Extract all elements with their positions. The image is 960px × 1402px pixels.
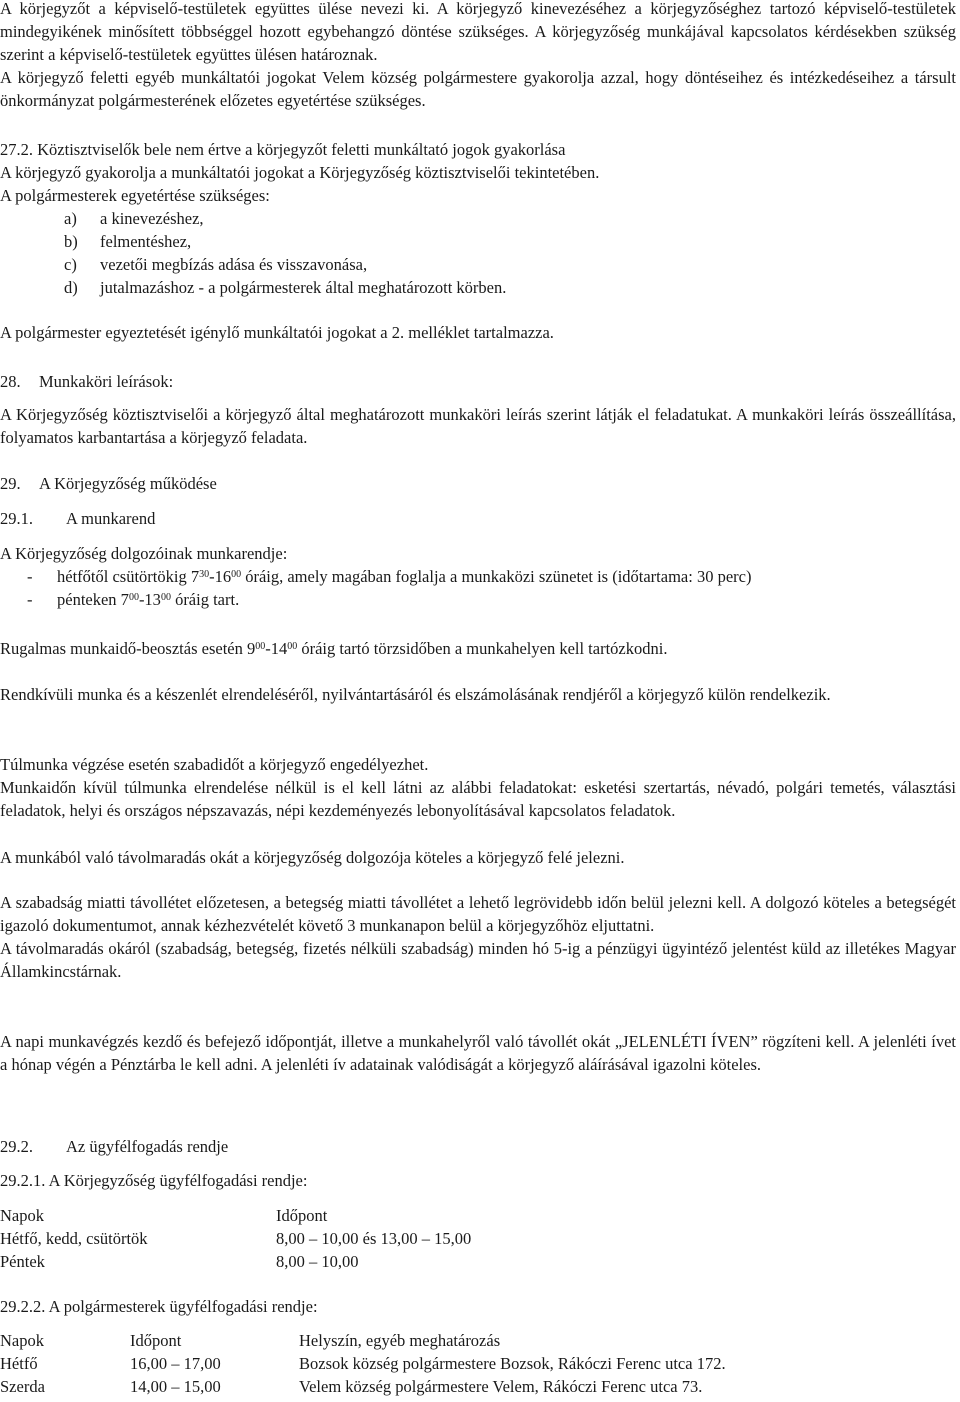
column-header: Napok bbox=[0, 1206, 44, 1225]
top-section bbox=[0, 0, 956, 112]
paragraph: A polgármester egyeztetését igénylő munkáltatói jogokat a 2. melléklet tartalmazza. bbox=[0, 323, 554, 342]
section-27-2 bbox=[0, 138, 956, 299]
paragraph-appointment: A körjegyzőt a képviselő-testületek együttes ülése nevezi ki. A körjegyző kinevezéséhez a körjegyzőséghez tartozó képviselő-testületek mindegyikének minősített többséggel hozott egybehangzó döntése szükséges. A körjegyzőség munkájával kapcsolatos kérdésekben szükség szerint a képviselő-testületek együttes ülésen határoznak. bbox=[0, 0, 956, 64]
table-cell: Péntek bbox=[0, 1252, 45, 1271]
paragraph-annex-reference bbox=[0, 321, 956, 344]
table-cell: Bozsok község polgármestere Bozsok, Rákóczi Ferenc utca 172. bbox=[299, 1354, 726, 1373]
table-cell: 8,00 – 10,00 bbox=[276, 1252, 359, 1271]
subsection-heading bbox=[0, 507, 956, 530]
paragraph-absence: A munkából való távolmaradás okát a körjegyzőség dolgozója köteles a körjegyző felé jelezni. bbox=[0, 848, 625, 867]
list-item: - hétfőtől csütörtökig $7^{30}-16^{00}$ óráig, amely magában foglalja a munkaközi szünetet is (időtartama: 30 perc) bbox=[27, 567, 752, 586]
subsection-title: A munkarend bbox=[66, 509, 156, 528]
work-schedule bbox=[0, 542, 956, 611]
table-header-row bbox=[0, 1204, 956, 1227]
column-header: Időpont bbox=[130, 1331, 182, 1350]
paragraph: A polgármesterek egyetértése szükséges: bbox=[0, 186, 270, 205]
mayor-hours-heading: 29.2.2. A polgármesterek ügyfélfogadási rendje: bbox=[0, 1297, 318, 1316]
section-28 bbox=[0, 370, 956, 393]
table-cell: 16,00 – 17,00 bbox=[130, 1354, 221, 1373]
subsection-heading bbox=[0, 1135, 956, 1158]
list-item bbox=[0, 253, 956, 276]
paragraph-extra-work: Rendkívüli munka és a készenlét elrendeléséről, nyilvántartásáról és elszámolásának rendjéről a körjegyző külön rendelkezik. bbox=[0, 685, 831, 704]
section-title: A Körjegyzőség működése bbox=[39, 474, 217, 493]
column-header: Időpont bbox=[276, 1206, 328, 1225]
table-cell: Szerda bbox=[0, 1377, 45, 1396]
list-item bbox=[0, 276, 956, 299]
paragraph: A Körjegyzőség dolgozóinak munkarendje: bbox=[0, 544, 288, 563]
list-item-text: felmentéshez, bbox=[100, 232, 192, 251]
list-marker: a) bbox=[64, 209, 77, 228]
list-item-text: jutalmazáshoz - a polgármesterek által meghatározott körben. bbox=[100, 278, 507, 297]
subsection-number: 29.2. bbox=[0, 1137, 33, 1156]
section-number: 29. bbox=[0, 474, 21, 493]
table-cell: Hétfő bbox=[0, 1354, 38, 1373]
subsection-title: Az ügyfélfogadás rendje bbox=[66, 1137, 229, 1156]
paragraph-overtime: Túlmunka végzése esetén szabadidőt a körjegyző engedélyezhet. Munkaidőn kívül túlmunka elrendelése nélkül is el kell látni az alábbi feladatokat: esketési szertartás, névadó, polgári temetés, választási feladatok, helyi és országos népszavazás, népi kezdeményezés lebonyolításával kapcsolatos feladatok. bbox=[0, 755, 956, 820]
section-heading bbox=[0, 370, 956, 393]
table-row bbox=[0, 1250, 956, 1273]
office-hours-table bbox=[0, 1204, 956, 1273]
table-header-row bbox=[0, 1329, 956, 1352]
list-item-text: a kinevezéshez, bbox=[100, 209, 204, 228]
consent-list bbox=[0, 207, 956, 299]
subsection-number: 29.1. bbox=[0, 509, 33, 528]
table-row bbox=[0, 1375, 956, 1398]
list-item bbox=[0, 207, 956, 230]
list-item: - pénteken $7^{00}-13^{00}$ óráig tart. bbox=[27, 590, 240, 609]
table-cell: 14,00 – 15,00 bbox=[130, 1377, 221, 1396]
office-hours-heading: 29.2.1. A Körjegyzőség ügyfélfogadási rendje: bbox=[0, 1171, 308, 1190]
list-item-text: vezetői megbízás adása és visszavonása, bbox=[100, 255, 368, 274]
section-title: Munkaköri leírások: bbox=[39, 372, 174, 391]
subsection-29-1 bbox=[0, 507, 956, 530]
section-29 bbox=[0, 472, 956, 495]
mayor-hours-table bbox=[0, 1329, 956, 1398]
list-marker: b) bbox=[64, 232, 78, 251]
section-heading: 27.2. Köztisztviselők bele nem értve a körjegyzőt feletti munkáltató jogok gyakorlása bbox=[0, 140, 566, 159]
table-cell: 8,00 – 10,00 és 13,00 – 15,00 bbox=[276, 1229, 472, 1248]
paragraph: A Körjegyzőség köztisztviselői a körjegyző által meghatározott munkaköri leírás szerint látják el feladatukat. A munkaköri leírás összeállítása, folyamatos karbantartása a körjegyző feladata. bbox=[0, 405, 956, 447]
column-header: Napok bbox=[0, 1331, 44, 1350]
paragraph-employer-rights: A körjegyző feletti egyéb munkáltatói jogokat Velem község polgármestere gyakorolja azzal, hogy döntéseihez és intézkedéseihez a társult önkormányzat polgármesterének előzetes egyetértése szükséges. bbox=[0, 68, 956, 110]
list-marker: d) bbox=[64, 278, 78, 297]
paragraph-leave: A szabadság miatti távollétet előzetesen, a betegség miatti távollétet a lehető legrövidebb időn belül jelezni kell. A dolgozó köteles a betegségét igazoló dokumentumot, annak kézhezvételét követő 3 munkanapon belül a körjegyzőhöz eljuttatni. A távolmaradás okáról (szabadság, betegség, fizetés nélküli szabadság) minden hó 5-ig a pénzügyi ügyintéző jelentést küld az illetékes Magyar Államkincstárnak. bbox=[0, 893, 956, 981]
subsection-29-2 bbox=[0, 1135, 956, 1158]
paragraph-flexible-hours: Rugalmas munkaidő-beosztás esetén $9^{00}-14^{00}$ óráig tartó törzsidőben a munkahelyen kell tartózkodni. bbox=[0, 639, 668, 658]
section-heading bbox=[0, 472, 956, 495]
job-description-text bbox=[0, 403, 956, 449]
section-number: 28. bbox=[0, 372, 21, 391]
list-item bbox=[0, 230, 956, 253]
table-row bbox=[0, 1352, 956, 1375]
paragraph: A körjegyző gyakorolja a munkáltatói jogokat a Körjegyzőség köztisztviselői tekintetében. bbox=[0, 163, 600, 182]
table-row bbox=[0, 1227, 956, 1250]
list-marker: c) bbox=[64, 255, 77, 274]
table-cell: Velem község polgármestere Velem, Rákóczi Ferenc utca 73. bbox=[299, 1377, 703, 1396]
column-header: Helyszín, egyéb meghatározás bbox=[299, 1331, 501, 1350]
schedule-list bbox=[0, 565, 956, 611]
paragraph-attendance-sheet: A napi munkavégzés kezdő és befejező időpontját, illetve a munkahelyről való távollét okát „JELENLÉTI ÍVEN” rögzíteni kell. A jelenléti ívet a hónap végén a Pénztárba le kell adni. A jelenléti ív adatainak valódiságát a körjegyző aláírásával igazolni köteles. bbox=[0, 1032, 956, 1074]
table-cell: Hétfő, kedd, csütörtök bbox=[0, 1229, 148, 1248]
